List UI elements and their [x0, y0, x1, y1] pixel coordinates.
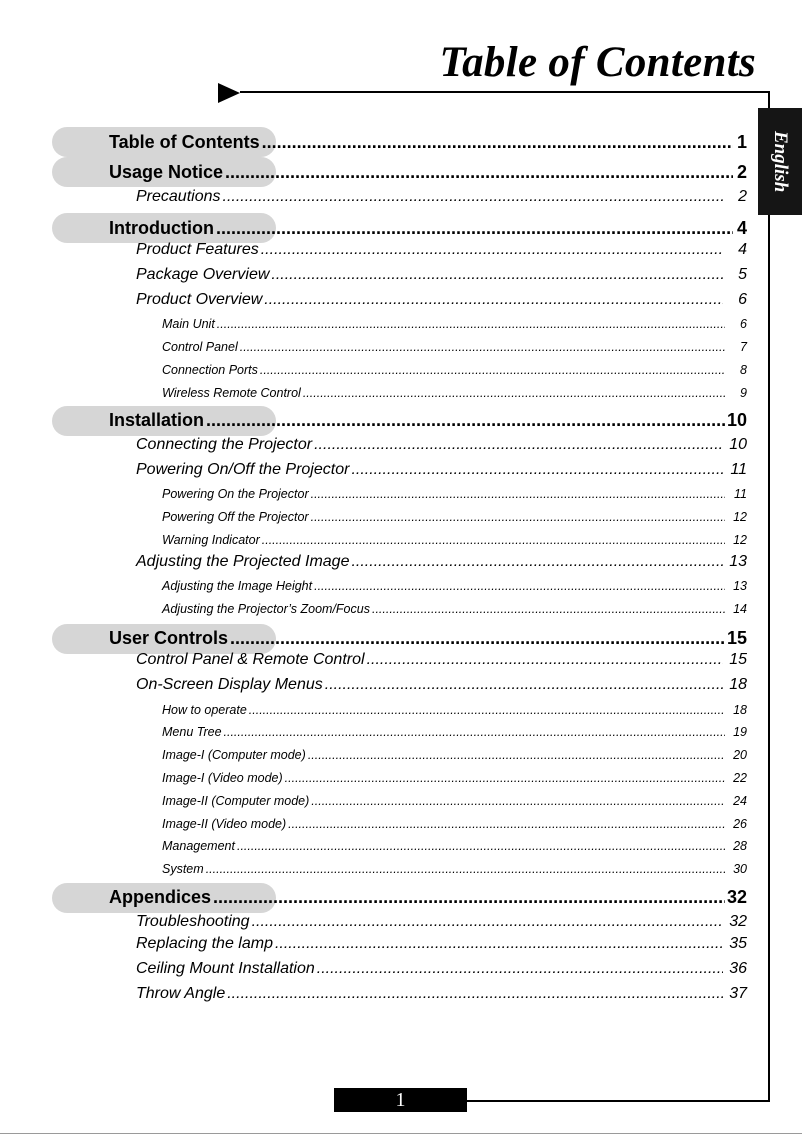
toc-entry-menu-tree[interactable]: Menu Tree ..... 19: [162, 725, 747, 739]
toc-entry-ceiling-mount[interactable]: Ceiling Mount Installation ..... 36: [136, 960, 747, 978]
page-number: 1: [334, 1088, 467, 1112]
language-tab: [758, 108, 802, 215]
toc-section-usage-notice[interactable]: Usage Notice ..... 2: [109, 162, 747, 183]
toc-entry-product-overview[interactable]: Product Overview ..... 6: [136, 291, 747, 309]
toc-section-installation[interactable]: Installation ..... 10: [109, 410, 747, 431]
toc-entry-throw-angle[interactable]: Throw Angle ..... 37: [136, 985, 747, 1003]
toc-entry-image-ii-computer[interactable]: Image-II (Computer mode) ..... 24: [162, 794, 747, 808]
toc-entry-adjusting-image[interactable]: Adjusting the Projected Image ..... 13: [136, 553, 747, 571]
toc-entry-connecting-projector[interactable]: Connecting the Projector ..... 10: [136, 436, 747, 454]
toc-entry-powering-off[interactable]: Powering Off the Projector ..... 12: [162, 510, 747, 524]
toc-entry-system[interactable]: System ..... 30: [162, 862, 747, 876]
toc-entry-image-ii-video[interactable]: Image-II (Video mode) ..... 26: [162, 817, 747, 831]
toc-entry-replacing-lamp[interactable]: Replacing the lamp ..... 35: [136, 935, 747, 953]
toc-section-user-controls[interactable]: User Controls ..... 15: [109, 628, 747, 649]
toc-section-introduction[interactable]: Introduction ..... 4: [109, 218, 747, 239]
toc-entry-control-panel-remote[interactable]: Control Panel & Remote Control ..... 15: [136, 651, 747, 669]
right-rule: [768, 91, 770, 1102]
toc-section-appendices[interactable]: Appendices ..... 32: [109, 887, 747, 908]
toc-entry-image-height[interactable]: Adjusting the Image Height ..... 13: [162, 579, 747, 593]
toc-entry-image-i-video[interactable]: Image-I (Video mode) ..... 22: [162, 771, 747, 785]
toc-entry-package-overview[interactable]: Package Overview ..... 5: [136, 266, 747, 284]
page-title: Table of Contents: [439, 39, 756, 86]
toc-entry-warning-indicator[interactable]: Warning Indicator ..... 12: [162, 533, 747, 547]
page-bottom-rule: [0, 1133, 802, 1134]
toc-entry-troubleshooting[interactable]: Troubleshooting ..... 32: [136, 913, 747, 931]
toc-entry-control-panel[interactable]: Control Panel ..... 7: [162, 340, 747, 354]
toc-section-table-of-contents[interactable]: Table of Contents ..... 1: [109, 132, 747, 153]
top-rule: [240, 91, 770, 93]
toc-entry-precautions[interactable]: Precautions ..... 2: [136, 188, 747, 206]
toc-entry-powering-on[interactable]: Powering On the Projector ..... 11: [162, 487, 747, 501]
toc-entry-management[interactable]: Management ..... 28: [162, 839, 747, 853]
language-tab-label: English: [770, 130, 791, 193]
bottom-frame-rule: [467, 1100, 770, 1102]
toc-entry-main-unit[interactable]: Main Unit ..... 6: [162, 317, 747, 331]
toc-entry-connection-ports[interactable]: Connection Ports ..... 8: [162, 363, 747, 377]
toc-entry-image-i-computer[interactable]: Image-I (Computer mode) ..... 20: [162, 748, 747, 762]
toc-entry-how-to-operate[interactable]: How to operate ..... 18: [162, 703, 747, 717]
toc-entry-wireless-remote-control[interactable]: Wireless Remote Control ..... 9: [162, 386, 747, 400]
toc-entry-osd-menus[interactable]: On-Screen Display Menus ..... 18: [136, 676, 747, 694]
toc-entry-product-features[interactable]: Product Features ..... 4: [136, 241, 747, 259]
toc-entry-zoom-focus[interactable]: Adjusting the Projector’s Zoom/Focus ..... 14: [162, 602, 747, 616]
toc-entry-powering-on-off[interactable]: Powering On/Off the Projector ..... 11: [136, 461, 747, 479]
arrow-icon: [218, 83, 240, 103]
